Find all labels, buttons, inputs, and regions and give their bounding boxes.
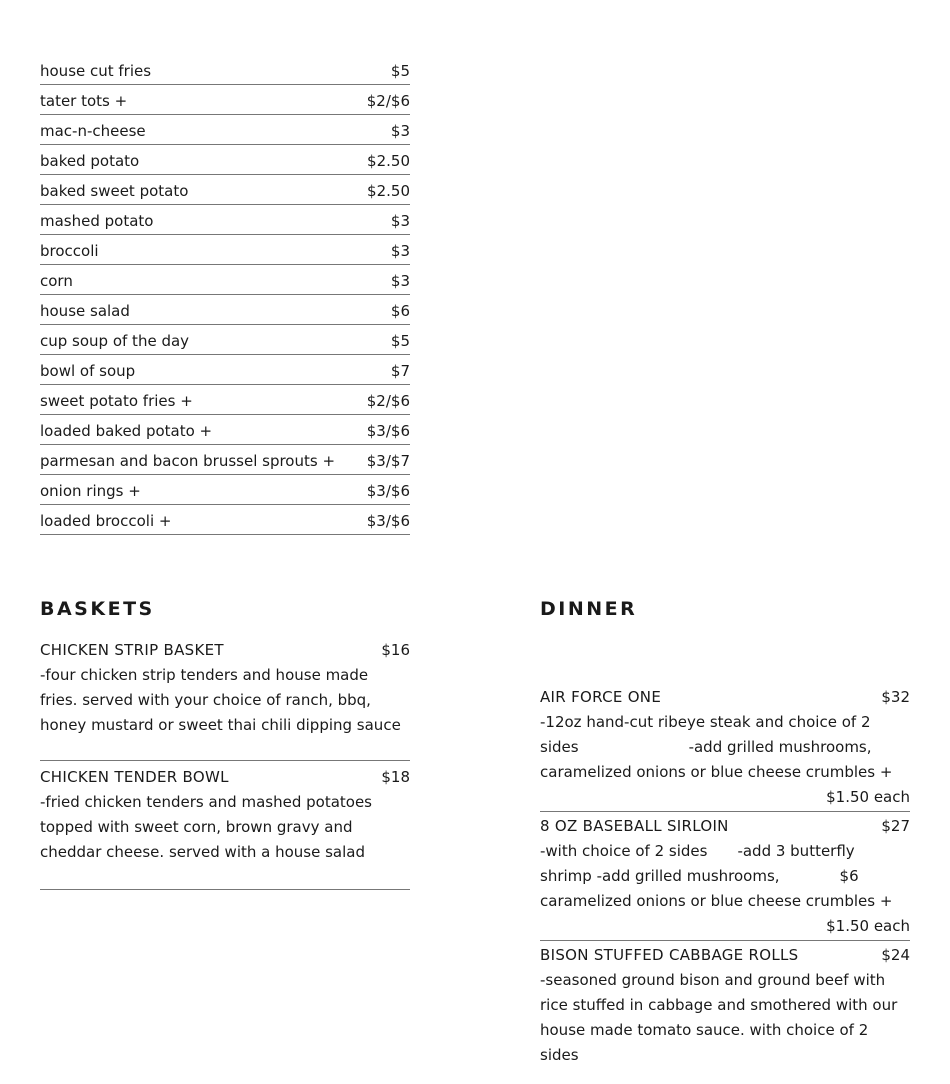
item-addon-price: $1.50 each [826,917,910,935]
side-name: house salad [40,302,130,320]
side-row [40,236,410,265]
side-name: bowl of soup [40,362,136,380]
side-row [40,506,410,535]
side-price: $3/$6 [366,482,410,500]
side-row [40,206,410,235]
side-name: baked potato [40,152,140,170]
side-price: $7 [390,362,410,380]
item-description-main: -12oz hand-cut ribeye steak and choice of 2 sides [540,713,871,756]
side-name: house cut fries [40,62,152,80]
side-name: mac-n-cheese [40,122,146,140]
item-addon: -add grilled mushrooms, [596,867,780,885]
baskets-heading: BASKETS [40,598,155,620]
dinner-heading: DINNER [540,598,638,620]
side-price: $3/$6 [366,422,410,440]
baskets-section [40,638,410,894]
side-price: $3 [390,272,410,290]
basket-item [40,638,410,761]
side-name: baked sweet potato [40,182,189,200]
side-price: $3/$6 [366,512,410,530]
item-title: CHICKEN TENDER BOWL [40,768,229,786]
item-description: -fried chicken tenders and mashed potatoes topped with sweet corn, brown gravy and cheddar cheese. served with a house salad [40,793,372,861]
item-header [540,814,910,839]
side-name: onion rings + [40,482,141,500]
side-price: $3 [390,212,410,230]
side-row [40,116,410,145]
side-price: $3 [390,242,410,260]
side-name: loaded broccoli + [40,512,172,530]
basket-item [40,765,410,890]
side-price: $2.50 [367,152,410,170]
side-name: loaded baked potato + [40,422,213,440]
item-price: $32 [881,688,910,706]
side-row [40,386,410,415]
item-header [540,943,910,968]
item-header [40,765,410,790]
side-row [40,266,410,295]
dinner-item [540,943,910,1069]
item-description [540,710,910,785]
item-description [540,839,910,914]
item-price: $27 [881,817,910,835]
item-title: AIR FORCE ONE [540,688,662,706]
dinner-item [540,685,910,812]
item-addon-price: $6 [839,867,859,885]
item-header [40,638,410,663]
side-price: $5 [390,62,410,80]
dinner-section [540,685,910,1071]
side-price: $2/$6 [366,92,410,110]
side-price: $3 [390,122,410,140]
item-addon: -add grilled mushrooms, caramelized onions or blue cheese crumbles + [540,738,893,781]
side-name: mashed potato [40,212,154,230]
side-row [40,356,410,385]
side-row [40,326,410,355]
item-title: 8 OZ BASEBALL SIRLOIN [540,817,729,835]
side-row [40,86,410,115]
item-description: -four chicken strip tenders and house made fries. served with your choice of ranch, bbq, honey mustard or sweet thai chili dipping sauce [40,666,401,734]
item-addon-price: $1.50 each [826,788,910,806]
side-price: $3/$7 [366,452,410,470]
sides-list [40,56,410,535]
item-description: -seasoned ground bison and ground beef with rice stuffed in cabbage and smothered with our house made tomato sauce. with choice of 2 sides [540,971,898,1064]
side-row [40,296,410,325]
side-name: parmesan and bacon brussel sprouts + [40,452,336,470]
item-price: $24 [881,946,910,964]
side-row [40,56,410,85]
side-name: tater tots + [40,92,128,110]
side-price: $5 [390,332,410,350]
item-price: $16 [381,641,410,659]
side-price: $2.50 [367,182,410,200]
item-price: $18 [381,768,410,786]
side-row [40,146,410,175]
side-name: broccoli [40,242,99,260]
item-header [540,685,910,710]
item-title: CHICKEN STRIP BASKET [40,641,224,659]
side-name: cup soup of the day [40,332,190,350]
side-row [40,476,410,505]
side-row [40,446,410,475]
side-price: $6 [390,302,410,320]
item-addon: caramelized onions or blue cheese crumbles + [540,892,893,910]
side-row [40,416,410,445]
side-name: corn [40,272,73,290]
dinner-item [540,814,910,941]
item-title: BISON STUFFED CABBAGE ROLLS [540,946,799,964]
side-name: sweet potato fries + [40,392,193,410]
item-description-main: -with choice of 2 sides [540,842,708,860]
item-addon: -add 3 butterfly shrimp [540,842,855,885]
side-row [40,176,410,205]
side-price: $2/$6 [366,392,410,410]
